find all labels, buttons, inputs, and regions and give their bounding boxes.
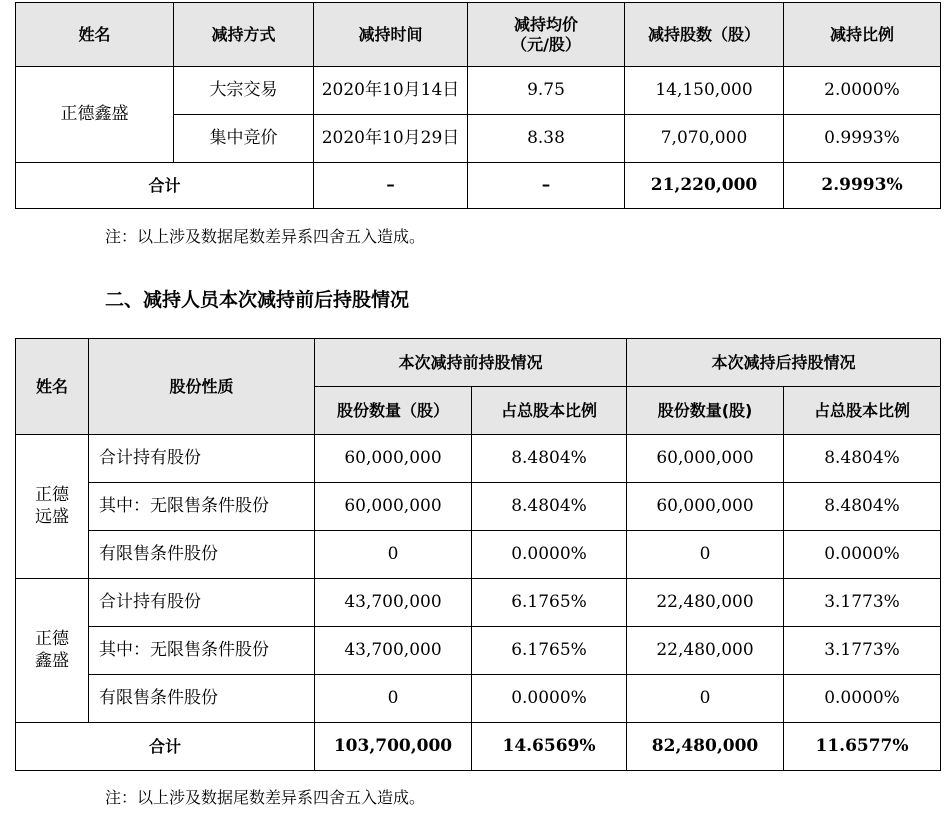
col-header-ratio: 减持比例 <box>784 3 941 67</box>
sub-header-ratio-after: 占总股本比例 <box>784 387 941 435</box>
total-label: 合计 <box>16 163 314 209</box>
shares-cell: 14,150,000 <box>625 67 784 115</box>
ratio-before-cell: 8.4804% <box>472 435 627 483</box>
table-row <box>16 531 941 579</box>
ratio-before-cell: 6.1765% <box>472 627 627 675</box>
nature-cell: 其中：无限售条件股份 <box>89 483 315 531</box>
total-row <box>16 723 941 771</box>
ratio-before-cell: 0.0000% <box>472 531 627 579</box>
total-ratio-before: 14.6569% <box>472 723 627 771</box>
holder-name-cell: 正德鑫盛 <box>16 67 174 163</box>
ratio-before-cell: 0.0000% <box>472 675 627 723</box>
ratio-before-cell: 8.4804% <box>472 483 627 531</box>
shares-after-cell: 0 <box>627 531 784 579</box>
date-cell: 2020年10月14日 <box>314 67 468 115</box>
sub-header-ratio-before: 占总股本比例 <box>472 387 627 435</box>
reduction-details-table <box>15 2 941 209</box>
table-row <box>16 675 941 723</box>
total-shares-before: 103,700,000 <box>315 723 472 771</box>
price-cell: 9.75 <box>468 67 625 115</box>
col-header-method: 减持方式 <box>174 3 314 67</box>
total-ratio-after: 11.6577% <box>784 723 941 771</box>
total-shares-after: 82,480,000 <box>627 723 784 771</box>
shares-before-cell: 60,000,000 <box>315 435 472 483</box>
sub-header-shares-before: 股份数量（股） <box>315 387 472 435</box>
table-row <box>16 627 941 675</box>
shares-after-cell: 60,000,000 <box>627 483 784 531</box>
nature-cell: 有限售条件股份 <box>89 531 315 579</box>
shares-after-cell: 60,000,000 <box>627 435 784 483</box>
col-header-time: 减持时间 <box>314 3 468 67</box>
col-header-name: 姓名 <box>16 3 174 67</box>
table-header-row <box>16 3 941 67</box>
total-date: – <box>314 163 468 209</box>
ratio-after-cell: 3.1773% <box>784 627 941 675</box>
ratio-before-cell: 6.1765% <box>472 579 627 627</box>
ratio-cell: 0.9993% <box>784 115 941 163</box>
shares-before-cell: 43,700,000 <box>315 579 472 627</box>
holdings-table <box>15 338 941 771</box>
ratio-after-cell: 3.1773% <box>784 579 941 627</box>
nature-cell: 合计持有股份 <box>89 435 315 483</box>
table-header-row <box>16 339 941 387</box>
total-label: 合计 <box>16 723 315 771</box>
sub-header-shares-after: 股份数量(股) <box>627 387 784 435</box>
shares-before-cell: 60,000,000 <box>315 483 472 531</box>
ratio-after-cell: 8.4804% <box>784 435 941 483</box>
method-cell: 集中竞价 <box>174 115 314 163</box>
shares-after-cell: 0 <box>627 675 784 723</box>
footnote: 注：以上涉及数据尾数差异系四舍五入造成。 <box>105 227 426 246</box>
shares-after-cell: 22,480,000 <box>627 579 784 627</box>
holder-name-cell: 正德 鑫盛 <box>16 579 89 723</box>
shares-before-cell: 0 <box>315 675 472 723</box>
shares-cell: 7,070,000 <box>625 115 784 163</box>
price-cell: 8.38 <box>468 115 625 163</box>
col-header-name: 姓名 <box>16 339 89 435</box>
col-header-shares: 减持股数（股） <box>625 3 784 67</box>
group-header-after: 本次减持后持股情况 <box>627 339 941 387</box>
ratio-after-cell: 0.0000% <box>784 675 941 723</box>
table-row <box>16 579 941 627</box>
table-row <box>16 483 941 531</box>
total-row <box>16 163 941 209</box>
nature-cell: 其中：无限售条件股份 <box>89 627 315 675</box>
shares-before-cell: 43,700,000 <box>315 627 472 675</box>
ratio-after-cell: 0.0000% <box>784 531 941 579</box>
total-price: – <box>468 163 625 209</box>
ratio-after-cell: 8.4804% <box>784 483 941 531</box>
shares-after-cell: 22,480,000 <box>627 627 784 675</box>
holder-name-cell: 正德 远盛 <box>16 435 89 579</box>
nature-cell: 合计持有股份 <box>89 579 315 627</box>
section-heading: 二、减持人员本次减持前后持股情况 <box>105 289 410 311</box>
date-cell: 2020年10月29日 <box>314 115 468 163</box>
method-cell: 大宗交易 <box>174 67 314 115</box>
table-row <box>16 67 941 115</box>
col-header-nature: 股份性质 <box>89 339 315 435</box>
total-shares: 21,220,000 <box>625 163 784 209</box>
nature-cell: 有限售条件股份 <box>89 675 315 723</box>
group-header-before: 本次减持前持股情况 <box>315 339 627 387</box>
footnote: 注：以上涉及数据尾数差异系四舍五入造成。 <box>105 788 426 807</box>
col-header-avg-price: 减持均价 （元/股） <box>468 3 625 67</box>
ratio-cell: 2.0000% <box>784 67 941 115</box>
total-ratio: 2.9993% <box>784 163 941 209</box>
shares-before-cell: 0 <box>315 531 472 579</box>
table-row <box>16 435 941 483</box>
